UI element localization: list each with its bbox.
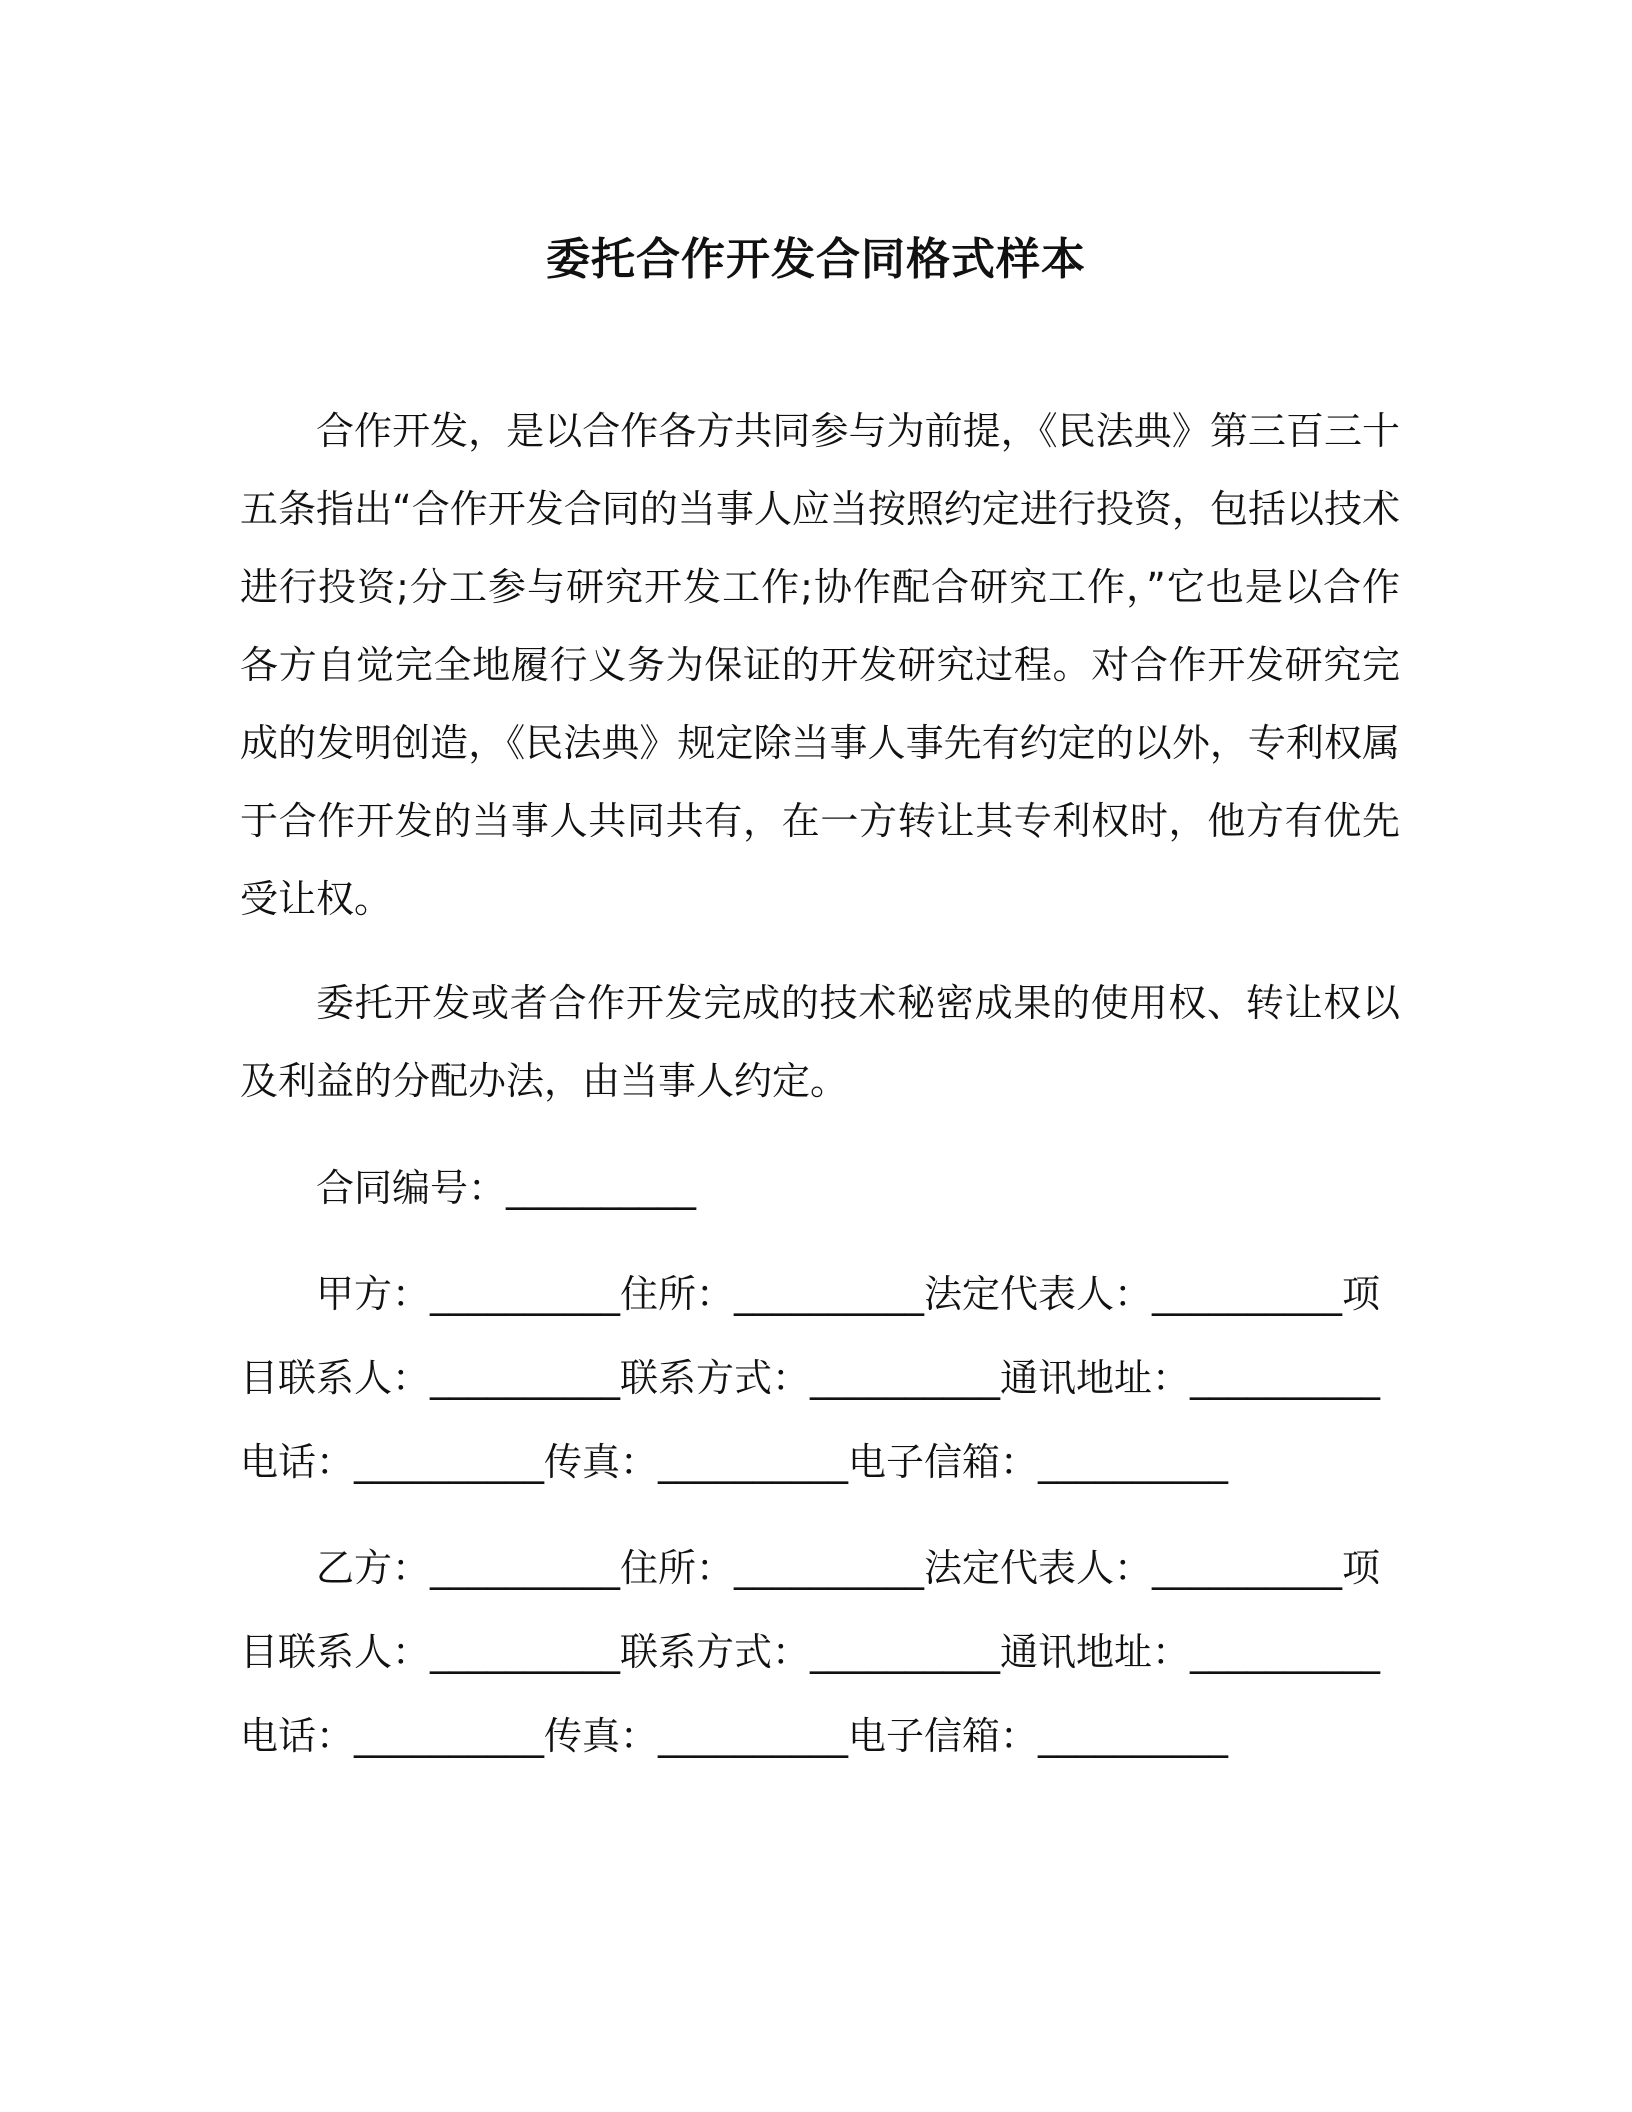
party-a-block: 甲方：__________住所：__________法定代表人：__________项目联系人：__________联系方式：__________通讯地址：__________电话：__________传真：__________电子信箱：__________ (240, 1272, 1381, 1484)
intro-paragraph: 合作开发，是以合作各方共同参与为前提，《民法典》第三百三十五条指出“合作开发合同的当事人应当按照约定进行投资，包括以技术进行投资;分工参与研究开发工作;协作配合研究工作，”它也是以合作各方自觉完全地履行义务为保证的开发研究过程。对合作开发研究完成的发明创造，《民法典》规定除当事人事先有约定的以外，专利权属于合作开发的当事人共同共有，在一方转让其专利权时，他方有优先受让权。 (240, 409, 1400, 921)
party-b-block: 乙方：__________住所：__________法定代表人：__________项目联系人：__________联系方式：__________通讯地址：__________电话：__________传真：__________电子信箱：__________ (240, 1546, 1381, 1758)
contract-number-line: 合同编号：__________ (316, 1166, 697, 1210)
document-title: 委托合作开发合同格式样本 (546, 234, 1086, 285)
document-body (240, 392, 1400, 1800)
rights-paragraph: 委托开发或者合作开发完成的技术秘密成果的使用权、转让权以及利益的分配办法，由当事人约定。 (240, 981, 1400, 1103)
